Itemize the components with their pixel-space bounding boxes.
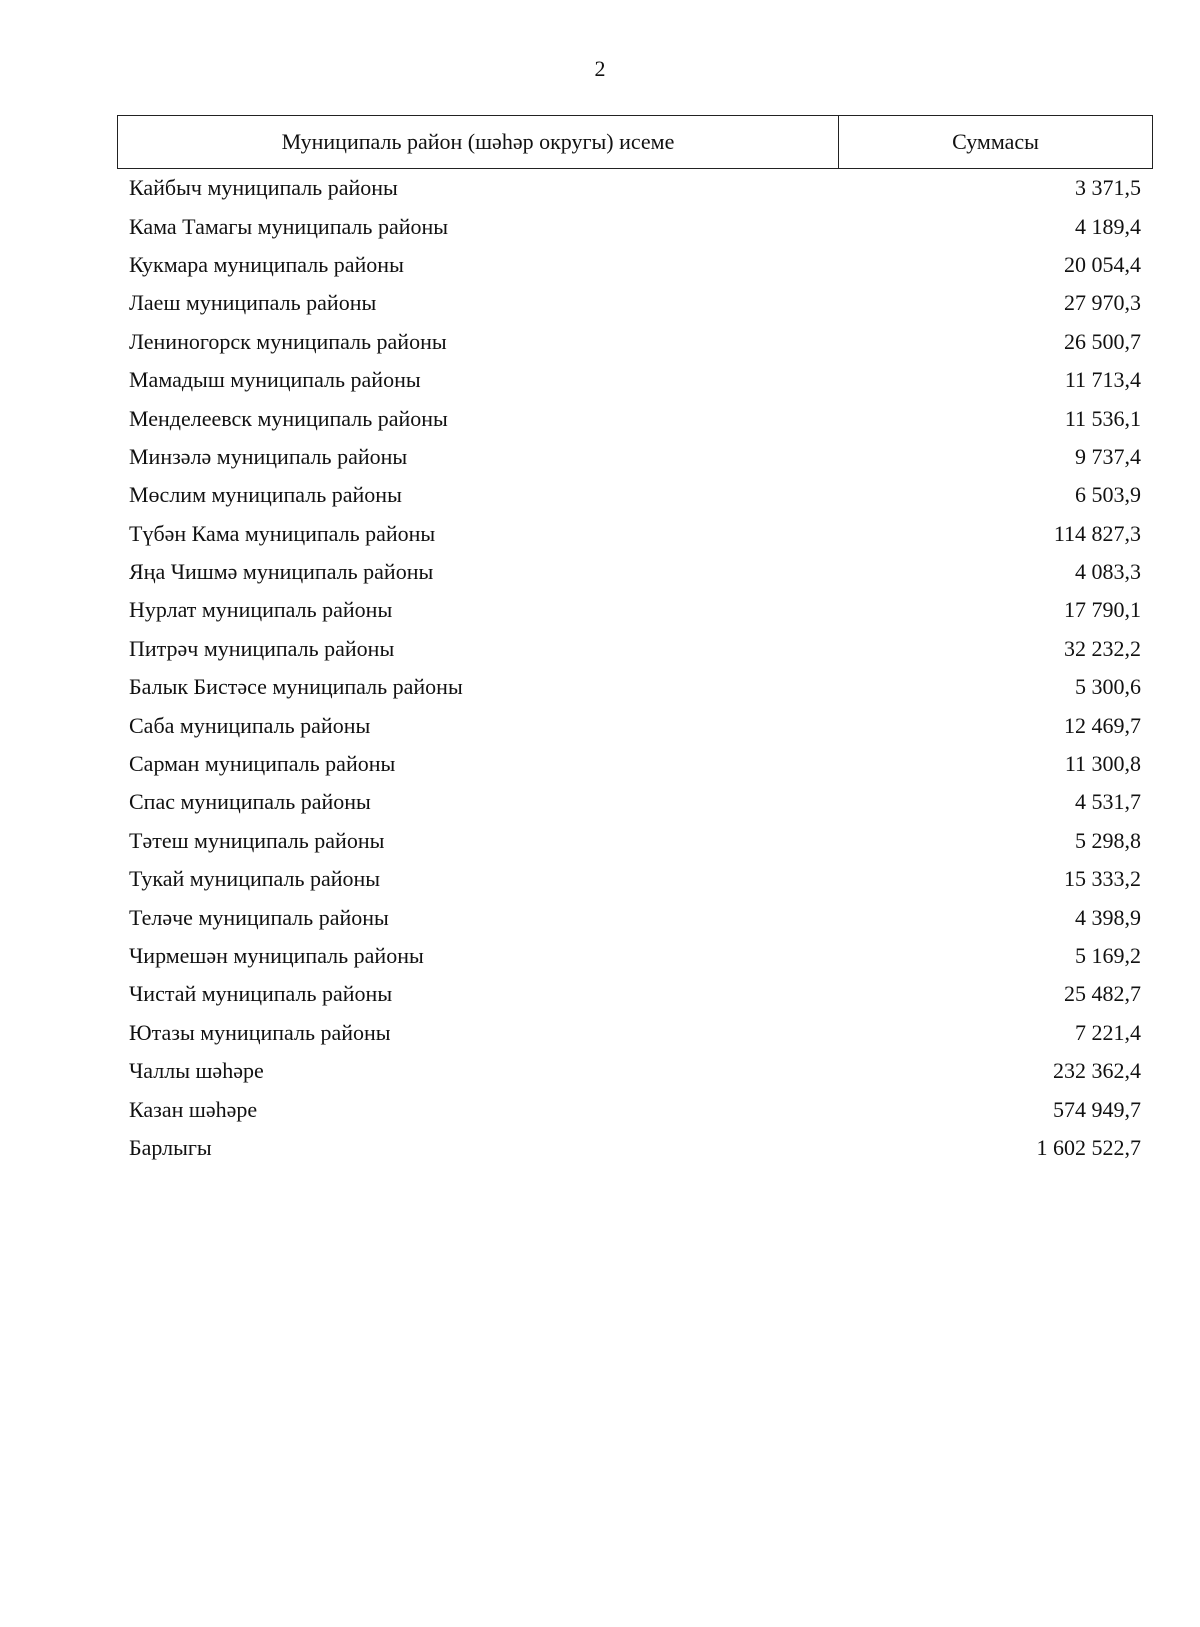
row-name: Кама Тамагы муниципаль районы <box>129 213 449 239</box>
table-row <box>117 860 1153 898</box>
row-value: 5 298,8 <box>1075 827 1141 853</box>
table-row <box>117 745 1153 783</box>
table-row <box>117 937 1153 975</box>
row-name: Сарман муниципаль районы <box>129 751 396 777</box>
row-value: 11 300,8 <box>1064 751 1141 777</box>
row-name: Питрәч муниципаль районы <box>129 635 395 661</box>
row-value: 9 737,4 <box>1075 443 1141 469</box>
row-value: 27 970,3 <box>1064 290 1141 316</box>
row-name: Теләче муниципаль районы <box>129 904 389 930</box>
row-name: Кукмара муниципаль районы <box>129 251 404 277</box>
row-name: Балык Бистәсе муниципаль районы <box>129 674 463 700</box>
table-row <box>117 898 1153 936</box>
table-row <box>117 1014 1153 1052</box>
row-name: Түбән Кама муниципаль районы <box>129 520 436 546</box>
row-name: Кайбыч муниципаль районы <box>129 175 398 201</box>
column-header-sum: Суммасы <box>952 129 1039 154</box>
row-name: Менделеевск муниципаль районы <box>129 405 448 431</box>
table-row <box>117 323 1153 361</box>
table-row <box>117 706 1153 744</box>
row-value: 6 503,9 <box>1075 482 1141 508</box>
table-row <box>117 207 1153 245</box>
row-value: 32 232,2 <box>1064 635 1141 661</box>
row-value: 5 169,2 <box>1075 943 1141 968</box>
row-value: 4 083,3 <box>1075 559 1141 585</box>
row-name: Мамадыш муниципаль районы <box>129 367 421 393</box>
row-value: 15 333,2 <box>1064 866 1141 892</box>
page-number: 2 <box>594 56 606 81</box>
row-name: Барлыгы <box>129 1134 212 1160</box>
row-value: 574 949,7 <box>1053 1096 1141 1122</box>
row-value: 11 536,1 <box>1064 405 1141 431</box>
table-row <box>117 1129 1153 1167</box>
table-row <box>117 399 1153 437</box>
row-value: 4 189,4 <box>1075 213 1141 239</box>
table-row <box>117 169 1153 207</box>
column-header-name: Муниципаль район (шәһәр округы) исеме <box>118 116 839 168</box>
row-name: Яңа Чишмә муниципаль районы <box>129 559 434 585</box>
row-value: 17 790,1 <box>1064 597 1141 623</box>
row-name: Тукай муниципаль районы <box>129 866 381 892</box>
row-value: 4 398,9 <box>1075 904 1141 930</box>
table-row <box>117 438 1153 476</box>
table-row <box>117 1090 1153 1128</box>
row-value: 5 300,6 <box>1075 674 1141 700</box>
row-value: 114 827,3 <box>1053 520 1141 546</box>
table-row <box>117 591 1153 629</box>
row-value: 232 362,4 <box>1053 1058 1141 1084</box>
row-value: 11 713,4 <box>1064 367 1141 393</box>
row-value: 4 531,7 <box>1075 789 1141 815</box>
row-value: 20 054,4 <box>1064 251 1141 277</box>
row-value: 12 469,7 <box>1064 712 1141 738</box>
table-row <box>117 783 1153 821</box>
table-row <box>117 822 1153 860</box>
table-header <box>117 115 1153 169</box>
row-name: Нурлат муниципаль районы <box>129 597 393 623</box>
row-name: Чистай муниципаль районы <box>129 981 393 1007</box>
row-value: 25 482,7 <box>1064 981 1141 1007</box>
table-row <box>117 515 1153 553</box>
row-value: 1 602 522,7 <box>1036 1134 1141 1160</box>
row-name: Мөслим муниципаль районы <box>129 482 402 508</box>
table-row <box>117 975 1153 1013</box>
row-name: Тәтеш муниципаль районы <box>129 827 385 853</box>
table-row <box>117 361 1153 399</box>
table-row <box>117 1052 1153 1090</box>
row-name: Лаеш муниципаль районы <box>129 290 377 316</box>
row-value: 26 500,7 <box>1064 328 1141 354</box>
row-name: Саба муниципаль районы <box>129 712 371 738</box>
row-name: Минзәлә муниципаль районы <box>129 443 408 469</box>
row-name: Чирмешән муниципаль районы <box>129 943 424 968</box>
table-row <box>117 553 1153 591</box>
table-body <box>117 169 1153 1167</box>
row-value: 3 371,5 <box>1075 175 1141 201</box>
row-name: Спас муниципаль районы <box>129 789 371 815</box>
row-name: Лениногорск муниципаль районы <box>129 328 447 354</box>
table-row <box>117 476 1153 514</box>
table-row <box>117 246 1153 284</box>
row-name: Казан шәһәре <box>129 1096 258 1122</box>
row-name: Ютазы муниципаль районы <box>129 1019 391 1045</box>
table-row <box>117 284 1153 322</box>
row-value: 7 221,4 <box>1075 1019 1141 1045</box>
table-row <box>117 668 1153 706</box>
table-row <box>117 630 1153 668</box>
row-name: Чаллы шәһәре <box>129 1058 264 1084</box>
